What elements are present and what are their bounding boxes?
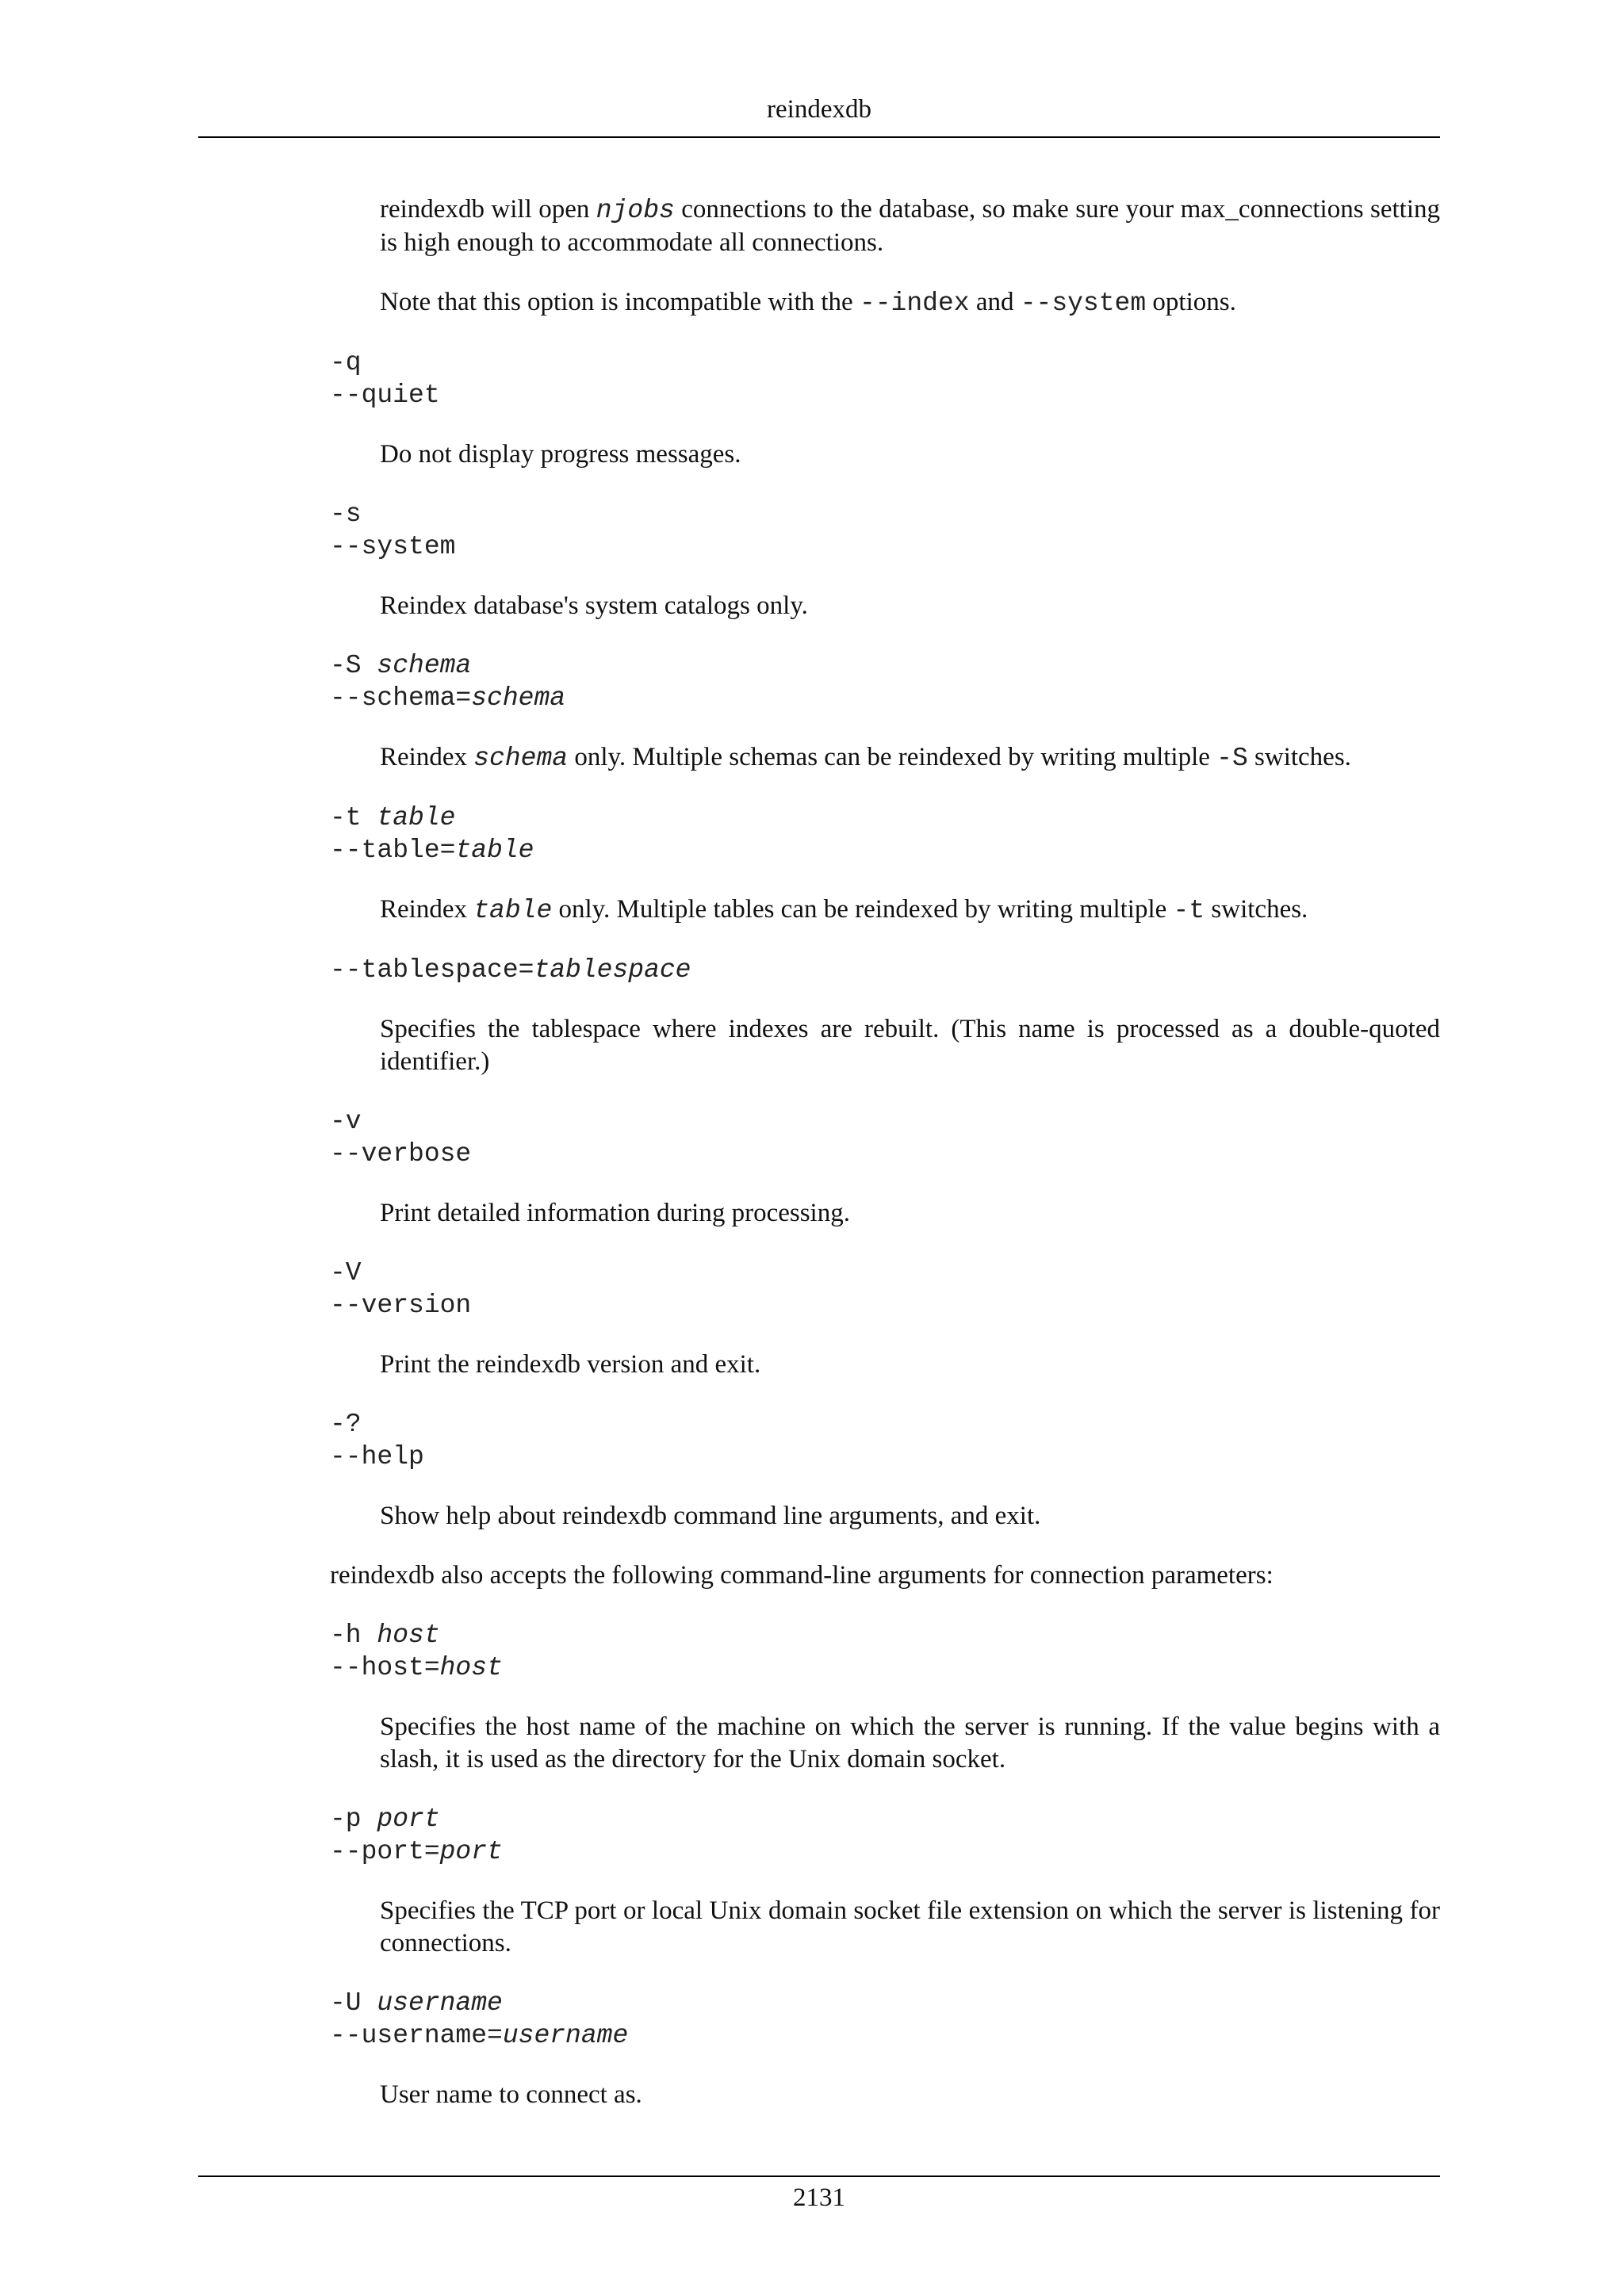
running-header: reindexdb [767,95,871,124]
option-long: --username=username [330,2021,629,2050]
option-long: --port=port [330,1837,503,1866]
option-long: --quiet [330,381,440,410]
option-tablespace [330,954,1440,986]
option-help [330,1408,1440,1473]
option-schema [330,649,1440,714]
option-system-description: Reindex database's system catalogs only. [380,591,808,620]
option-short: -t table [330,803,456,832]
header-rule [198,136,1440,138]
option-short: -v [330,1107,362,1136]
option-long: --table=table [330,836,534,865]
index-option-ref: --index [859,289,970,318]
connection-intro: reindexdb also accepts the following command-line arguments for connection parameters: [330,1561,1274,1590]
page-body [330,193,1440,2138]
option-short: -V [330,1258,362,1288]
option-port-description: Specifies the TCP port or local Unix domain socket file extension on which the server is listening for connections. [380,1896,1440,1957]
option-system [330,498,1440,563]
option-tablespace-description: Specifies the tablespace where indexes are rebuilt. (This name is processed as a double-quoted identifier.) [380,1015,1440,1076]
option-long: --version [330,1291,472,1320]
option-quiet [330,346,1440,411]
option-short: -q [330,348,362,377]
system-option-ref: --system [1020,289,1147,318]
option-schema-description: Reindex schema only. Multiple schemas can be reindexed by writing multiple -S switches. [380,743,1351,773]
footer-rule [198,2175,1440,2177]
option-short: -h host [330,1621,440,1650]
option-short: -S schema [330,651,472,680]
option-long: --verbose [330,1139,472,1169]
option-long: --schema=schema [330,683,566,713]
option-help-description: Show help about reindexdb command line arguments, and exit. [380,1502,1041,1530]
option-port [330,1803,1440,1868]
option-short: -? [330,1410,362,1439]
option-version-description: Print the reindexdb version and exit. [380,1350,761,1379]
page-number: 2131 [793,2183,845,2212]
option-table-description: Reindex table only. Multiple tables can be reindexed by writing multiple -t switches. [380,895,1308,925]
njobs-var: njobs [596,196,675,225]
option-short: -U username [330,1988,503,2018]
njobs-description: reindexdb will open njobs connections to the database, so make sure your max_connections setting is high enough to accommodate all connections. [380,195,1441,257]
option-table [330,802,1440,867]
option-host [330,1619,1440,1684]
option-long: --help [330,1442,424,1471]
njobs-note: Note that this option is incompatible with the --index and --system options. [380,288,1236,318]
option-long: --tablespace=tablespace [330,955,691,985]
option-username-description: User name to connect as. [380,2080,642,2109]
option-short: -s [330,499,362,529]
option-username [330,1987,1440,2052]
option-long: --host=host [330,1653,503,1682]
option-quiet-description: Do not display progress messages. [380,440,741,469]
option-short: -p port [330,1804,440,1834]
option-host-description: Specifies the host name of the machine on which the server is running. If the value begins with a slash, it is used as the directory for the Unix domain socket. [380,1712,1440,1774]
option-verbose [330,1105,1440,1170]
option-long: --system [330,532,456,561]
option-verbose-description: Print detailed information during processing. [380,1199,850,1227]
option-version [330,1257,1440,1322]
